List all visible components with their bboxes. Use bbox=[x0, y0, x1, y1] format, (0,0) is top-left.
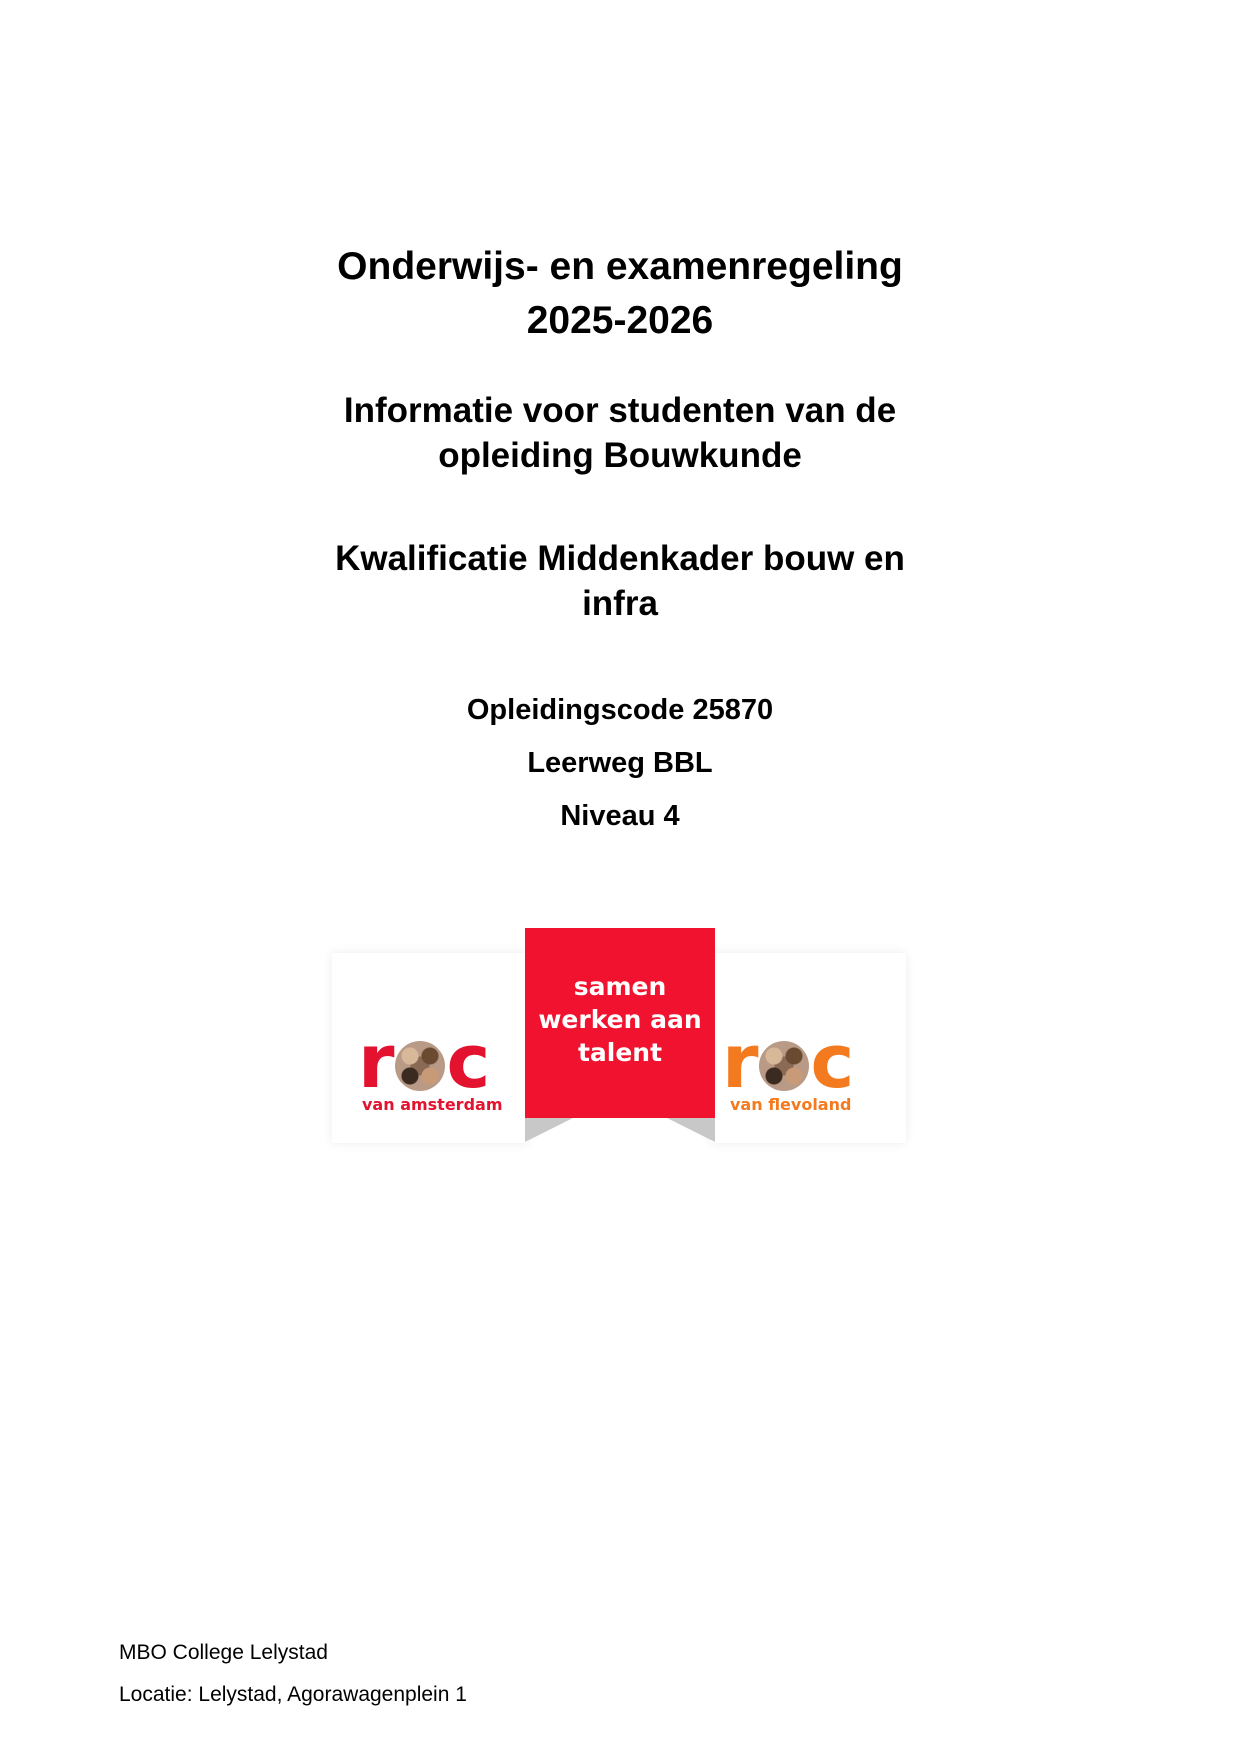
roc-amsterdam-label: van amsterdam bbox=[362, 1095, 503, 1114]
subtitle-line-1: Informatie voor studenten van de bbox=[343, 391, 897, 430]
slogan-line-3: talent bbox=[577, 1038, 663, 1067]
roc-letter-r: r bbox=[358, 1019, 393, 1105]
qualification-line-2: infra bbox=[582, 584, 658, 623]
roc-amsterdam-card bbox=[332, 953, 528, 1143]
roc-flevoland-label: van flevoland bbox=[730, 1095, 852, 1114]
roc-letter-r: r bbox=[722, 1019, 757, 1105]
qualification-heading bbox=[0, 536, 1240, 626]
document-subtitle bbox=[0, 388, 1240, 478]
slogan-banner bbox=[525, 928, 715, 1118]
slogan-line-2: werken aan bbox=[538, 1005, 702, 1034]
document-title bbox=[0, 240, 1240, 348]
qualification-line-1: Kwalificatie Middenkader bouw en bbox=[335, 539, 905, 578]
footer-location: Locatie: Lelystad, Agorawagenplein 1 bbox=[119, 1683, 467, 1706]
roc-amsterdam-wordmark bbox=[358, 1019, 489, 1105]
title-line-1: Onderwijs- en examenregeling bbox=[337, 245, 903, 288]
program-details bbox=[0, 684, 1240, 843]
roc-flevoland-card bbox=[710, 953, 906, 1143]
footer bbox=[119, 1632, 467, 1716]
program-level: Niveau 4 bbox=[560, 800, 680, 832]
roc-letter-c: c bbox=[810, 1019, 853, 1105]
footer-college: MBO College Lelystad bbox=[119, 1641, 328, 1664]
title-line-2: 2025-2026 bbox=[526, 299, 714, 342]
people-circle-icon bbox=[395, 1041, 445, 1091]
program-code: Opleidingscode 25870 bbox=[466, 694, 774, 726]
roc-letter-c: c bbox=[446, 1019, 489, 1105]
slogan-line-1: samen bbox=[573, 972, 667, 1001]
banner-fold-left bbox=[525, 1118, 573, 1142]
subtitle-line-2: opleiding Bouwkunde bbox=[438, 436, 802, 475]
roc-logo bbox=[330, 928, 910, 1148]
program-route: Leerweg BBL bbox=[527, 747, 713, 779]
banner-fold-right bbox=[667, 1118, 715, 1142]
people-circle-icon bbox=[759, 1041, 809, 1091]
